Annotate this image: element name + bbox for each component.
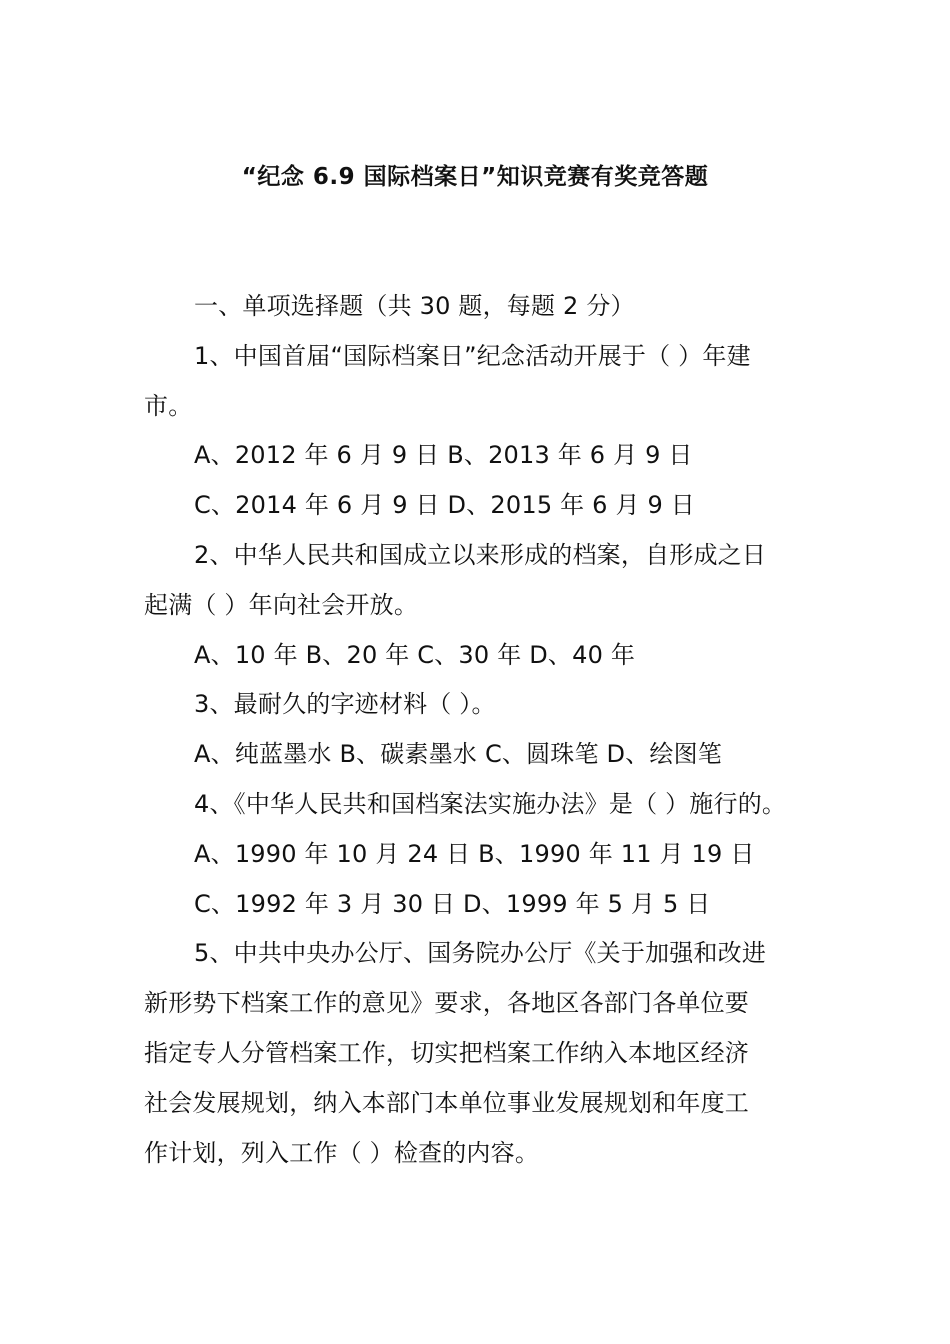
document-body	[144, 282, 810, 1178]
question-1-line-1: 1、中国首届“国际档案日”纪念活动开展于（ ）年建	[194, 341, 751, 370]
question-4: 4、《中华人民共和国档案法实施办法》是（ ）施行的。	[194, 789, 787, 818]
question-1-options-cd: C、2014 年 6 月 9 日 D、2015 年 6 月 9 日	[194, 491, 695, 520]
question-5-line-3: 指定专人分管档案工作，切实把档案工作纳入本地区经济	[144, 1038, 749, 1067]
question-2-line-1: 2、中华人民共和国成立以来形成的档案，自形成之日	[194, 540, 767, 569]
question-3: 3、最耐久的字迹材料（ ）。	[194, 690, 496, 719]
question-5-line-1: 5、中共中央办公厅、国务院办公厅《关于加强和改进	[194, 939, 767, 968]
question-1-options-ab: A、2012 年 6 月 9 日 B、2013 年 6 月 9 日	[194, 441, 693, 470]
section-heading: 一、单项选择题（共 30 题，每题 2 分）	[194, 292, 635, 320]
question-3-options: A、纯蓝墨水 B、碳素墨水 C、圆珠笔 D、绘图笔	[194, 740, 723, 769]
question-5-line-2: 新形势下档案工作的意见》要求，各地区各部门各单位要	[144, 989, 749, 1018]
question-5-line-5: 作计划，列入工作（ ）检查的内容。	[144, 1138, 540, 1167]
document-title: “纪念 6.9 国际档案日”知识竞赛有奖竞答题	[241, 164, 709, 190]
question-1-line-2: 市。	[144, 391, 193, 420]
question-2-line-2: 起满（ ）年向社会开放。	[144, 590, 419, 619]
question-4-options-ab: A、1990 年 10 月 24 日 B、1990 年 11 月 19 日	[194, 839, 755, 868]
question-5-line-4: 社会发展规划，纳入本部门本单位事业发展规划和年度工	[144, 1088, 749, 1117]
question-2-options: A、10 年 B、20 年 C、30 年 D、40 年	[194, 640, 636, 669]
question-4-options-cd: C、1992 年 3 月 30 日 D、1999 年 5 月 5 日	[194, 889, 711, 918]
